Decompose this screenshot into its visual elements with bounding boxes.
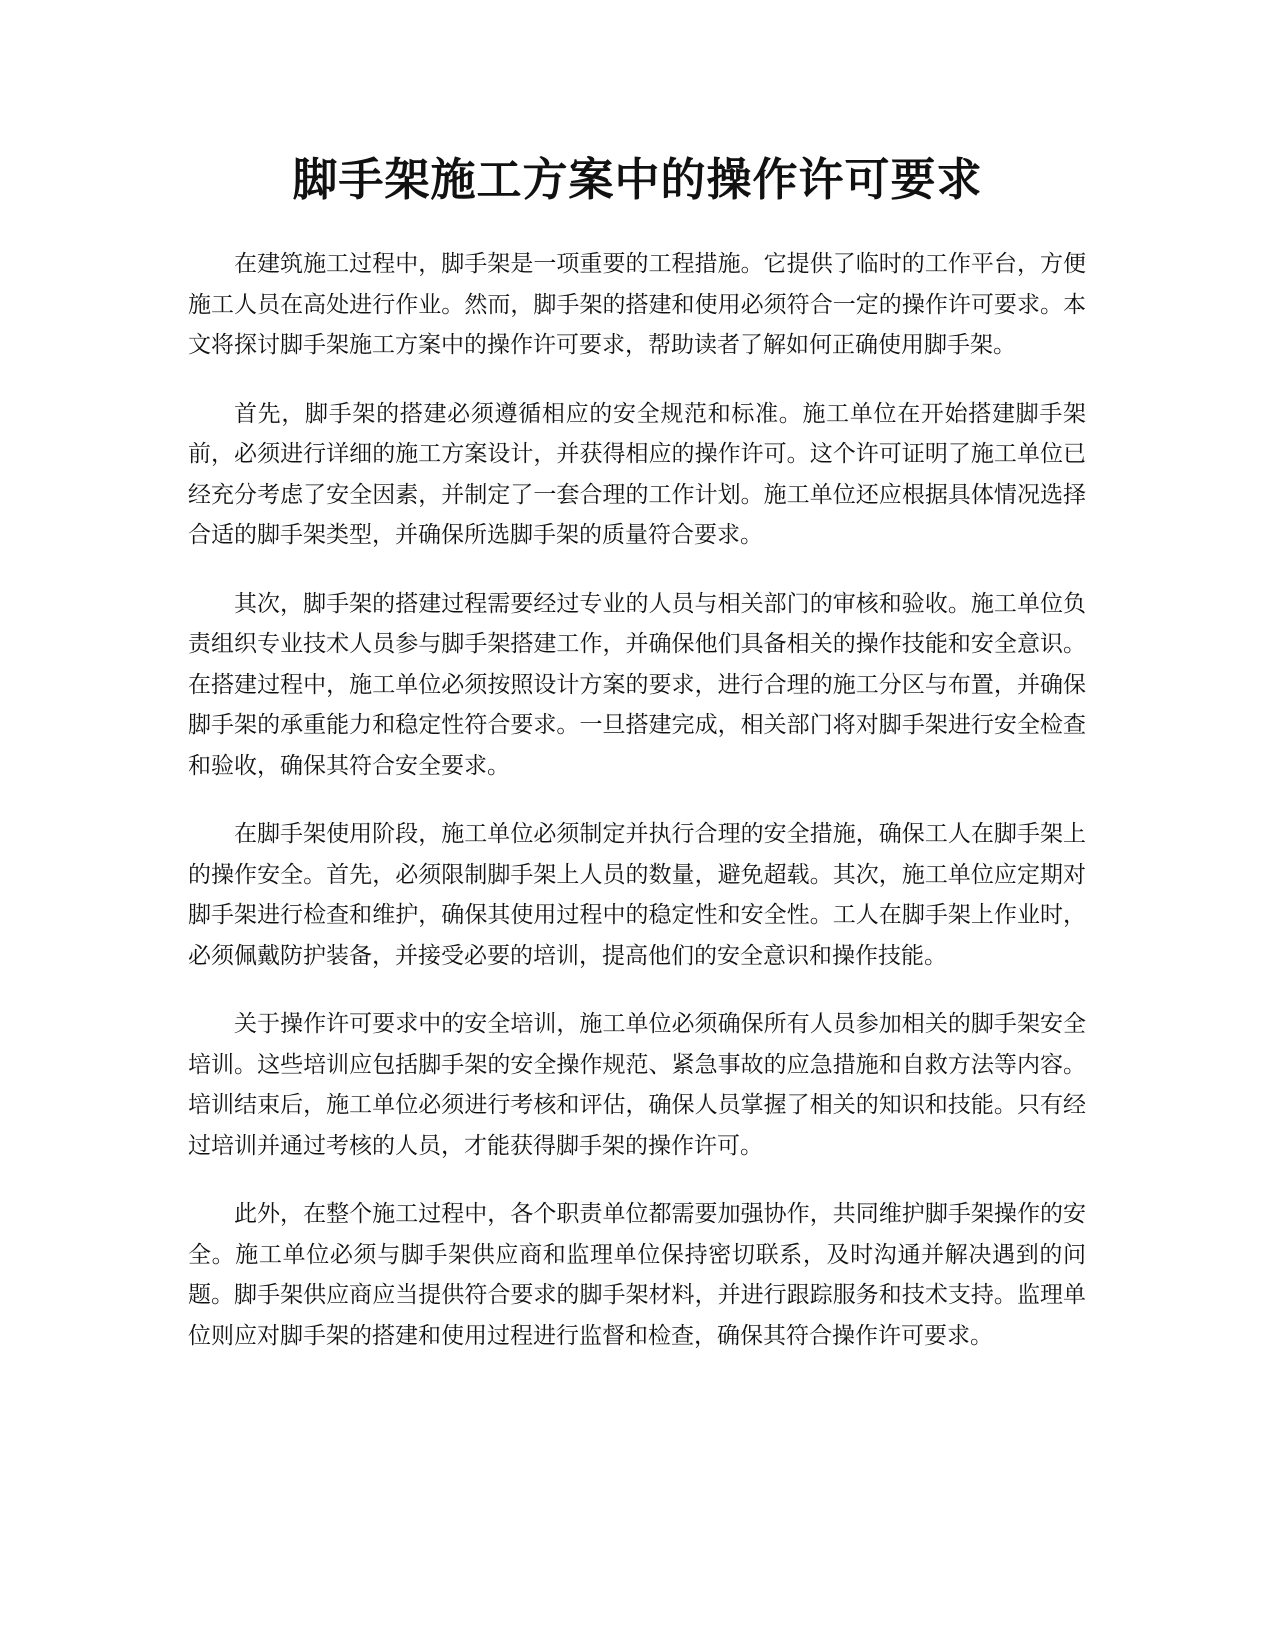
document-body xyxy=(188,244,1086,1356)
paragraph-training: 关于操作许可要求中的安全培训，施工单位必须确保所有人员参加相关的脚手架安全培训。这些培训应包括脚手架的安全操作规范、紧急事故的应急措施和自救方法等内容。培训结束后，施工单位必须进行考核和评估，确保人员掌握了相关的知识和技能。只有经过培训并通过考核的人员，才能获得脚手架的操作许可。 xyxy=(188,1011,1086,1159)
paragraph-standards: 首先，脚手架的搭建必须遵循相应的安全规范和标准。施工单位在开始搭建脚手架前，必须进行详细的施工方案设计，并获得相应的操作许可。这个许可证明了施工单位已经充分考虑了安全因素，并制定了一套合理的工作计划。施工单位还应根据具体情况选择合适的脚手架类型，并确保所选脚手架的质量符合要求。 xyxy=(188,400,1086,548)
paragraph-review: 其次，脚手架的搭建过程需要经过专业的人员与相关部门的审核和验收。施工单位负责组织专业技术人员参与脚手架搭建工作，并确保他们具备相关的操作技能和安全意识。在搭建过程中，施工单位必须按照设计方案的要求，进行合理的施工分区与布置，并确保脚手架的承重能力和稳定性符合要求。一旦搭建完成，相关部门将对脚手架进行安全检查和验收，确保其符合安全要求。 xyxy=(188,590,1086,779)
paragraph-intro: 在建筑施工过程中，脚手架是一项重要的工程措施。它提供了临时的工作平台，方便施工人员在高处进行作业。然而，脚手架的搭建和使用必须符合一定的操作许可要求。本文将探讨脚手架施工方案中的操作许可要求，帮助读者了解如何正确使用脚手架。 xyxy=(188,251,1086,358)
paragraph-cooperation: 此外，在整个施工过程中，各个职责单位都需要加强协作，共同维护脚手架操作的安全。施工单位必须与脚手架供应商和监理单位保持密切联系，及时沟通并解决遇到的问题。脚手架供应商应当提供符合要求的脚手架材料，并进行跟踪服务和技术支持。监理单位则应对脚手架的搭建和使用过程进行监督和检查，确保其符合操作许可要求。 xyxy=(188,1201,1086,1349)
paragraph-usage: 在脚手架使用阶段，施工单位必须制定并执行合理的安全措施，确保工人在脚手架上的操作安全。首先，必须限制脚手架上人员的数量，避免超载。其次，施工单位应定期对脚手架进行检查和维护，确保其使用过程中的稳定性和安全性。工人在脚手架上作业时，必须佩戴防护装备，并接受必要的培训，提高他们的安全意识和操作技能。 xyxy=(188,821,1086,969)
document-title: 脚手架施工方案中的操作许可要求 xyxy=(292,153,983,206)
